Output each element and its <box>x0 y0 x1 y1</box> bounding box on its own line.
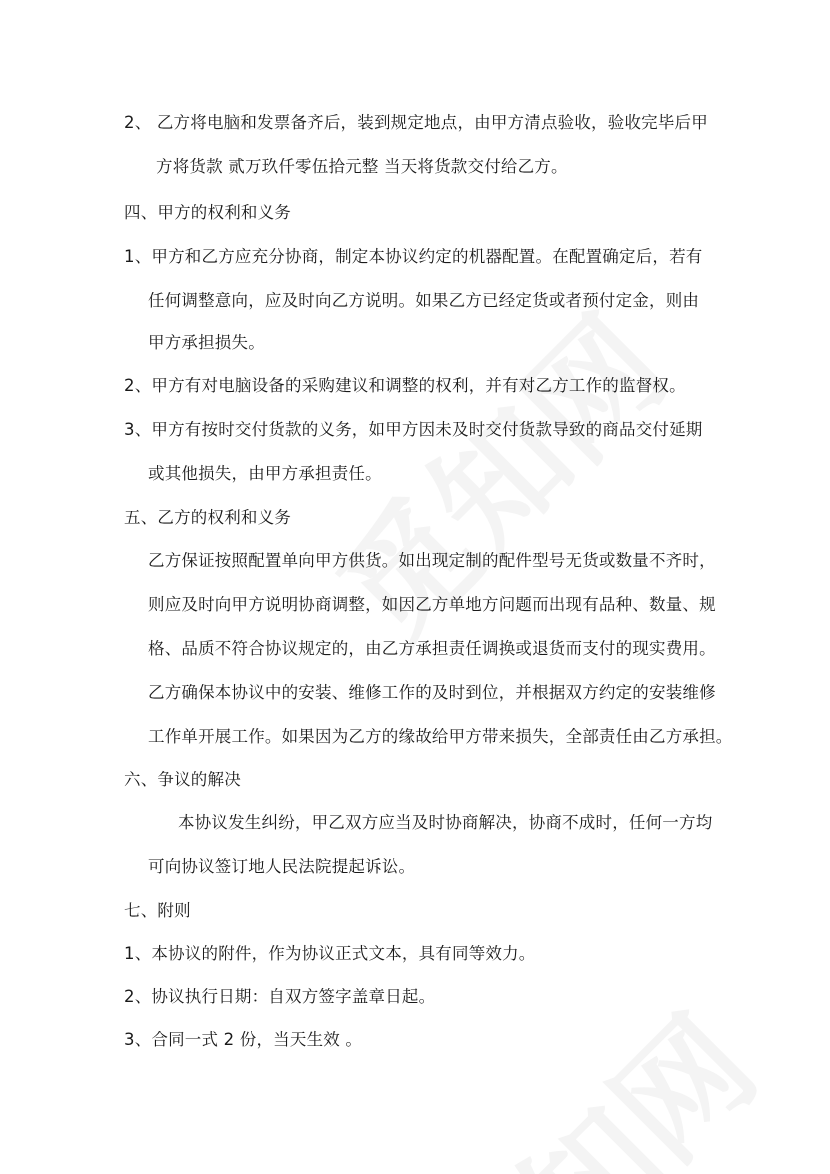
clause-line: 可向协议签订地人民法院提起诉讼。 <box>148 857 416 876</box>
section-heading: 四、甲方的权利和义务 <box>124 203 291 222</box>
section-heading: 六、争议的解决 <box>124 770 241 789</box>
clause-line: 1、甲方和乙方应充分协商，制定本协议约定的机器配置。在配置确定后，若有 <box>124 247 703 266</box>
clause-line: 则应及时向甲方说明协商调整，如因乙方单地方问题而出现有品种、数量、规 <box>148 595 716 614</box>
clause-line: 工作单开展工作。如果因为乙方的缘故给甲方带来损失，全部责任由乙方承担。 <box>148 727 733 746</box>
clause-line: 甲方承担损失。 <box>148 333 265 352</box>
clause-line: 本协议发生纠纷，甲乙双方应当及时协商解决，协商不成时，任何一方均 <box>178 813 713 832</box>
watermark <box>381 969 789 1174</box>
clause-line: 乙方确保本协议中的安装、维修工作的及时到位，并根据双方约定的安装维修 <box>148 683 716 702</box>
clause-line: 3、甲方有按时交付货款的义务，如甲方因未及时交付货款导致的商品交付延期 <box>124 420 703 439</box>
clause-line: 2、甲方有对电脑设备的采购建议和调整的权利，并有对乙方工作的监督权。 <box>124 376 686 395</box>
section-heading: 五、乙方的权利和义务 <box>124 508 291 527</box>
clause-line: 格、品质不符合协议规定的，由乙方承担责任调换或退货而支付的现实费用。 <box>148 639 716 658</box>
clause-line: 或其他损失，由甲方承担责任。 <box>148 464 382 483</box>
clause-line: 1、本协议的附件，作为协议正式文本，具有同等效力。 <box>124 944 536 963</box>
clause-line: 方将货款 贰万玖仟零伍拾元整 当天将货款交付给乙方。 <box>156 157 568 176</box>
clause-line: 乙方保证按照配置单向甲方供货。如出现定制的配件型号无货或数量不齐时， <box>148 551 716 570</box>
clause-line: 2、 乙方将电脑和发票备齐后，装到规定地点，由甲方清点验收，验收完毕后甲 <box>124 113 708 132</box>
section-heading: 七、附则 <box>124 901 191 920</box>
clause-line: 2、协议执行日期：自双方签字盖章日起。 <box>124 987 436 1006</box>
clause-line: 任何调整意向，应及时向乙方说明。如果乙方已经定货或者预付定金，则由 <box>148 291 700 310</box>
clause-line: 3、合同一式 2 份，当天生效 。 <box>124 1030 363 1049</box>
